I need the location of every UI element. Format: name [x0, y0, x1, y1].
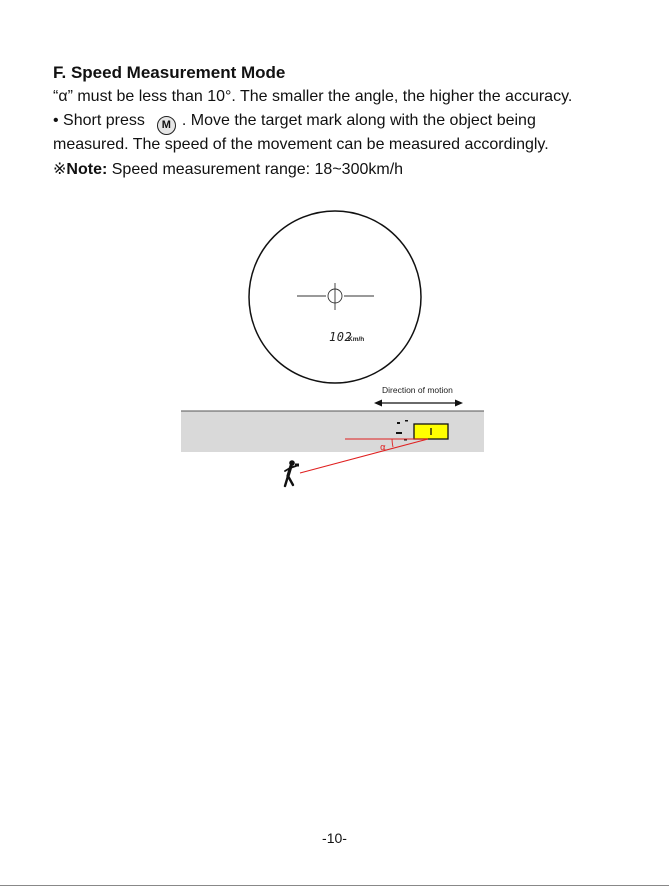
note-text: Speed measurement range: 18~300km/h — [107, 161, 404, 178]
footer-divider — [0, 885, 669, 886]
speed-readout: 102 — [329, 330, 353, 344]
page-number: -10- — [322, 830, 347, 846]
instruction-prefix: • Short press — [53, 112, 145, 129]
instruction-line-2: measured. The speed of the movement can be measured accordingly. — [53, 136, 549, 153]
viewfinder — [249, 211, 421, 383]
angle-rule-text: “α” must be less than 10°. The smaller the angle, the higher the accuracy. — [53, 88, 573, 105]
direction-arrow-icon — [374, 400, 463, 407]
speed-unit: Km/h — [348, 336, 365, 343]
speed-measurement-diagram — [0, 200, 669, 490]
note-label: Note: — [66, 161, 108, 178]
instruction-suffix: . Move the target mark along with the object being — [181, 112, 536, 129]
section-title: F. Speed Measurement Mode — [53, 63, 286, 82]
note-symbol: ※ — [53, 161, 67, 178]
person-icon — [285, 460, 299, 486]
note-paragraph — [53, 160, 403, 180]
direction-label: Direction of motion — [382, 385, 453, 395]
m-button-icon: M — [157, 116, 176, 135]
angle-label: α — [380, 443, 386, 453]
instruction-paragraph — [53, 111, 549, 155]
